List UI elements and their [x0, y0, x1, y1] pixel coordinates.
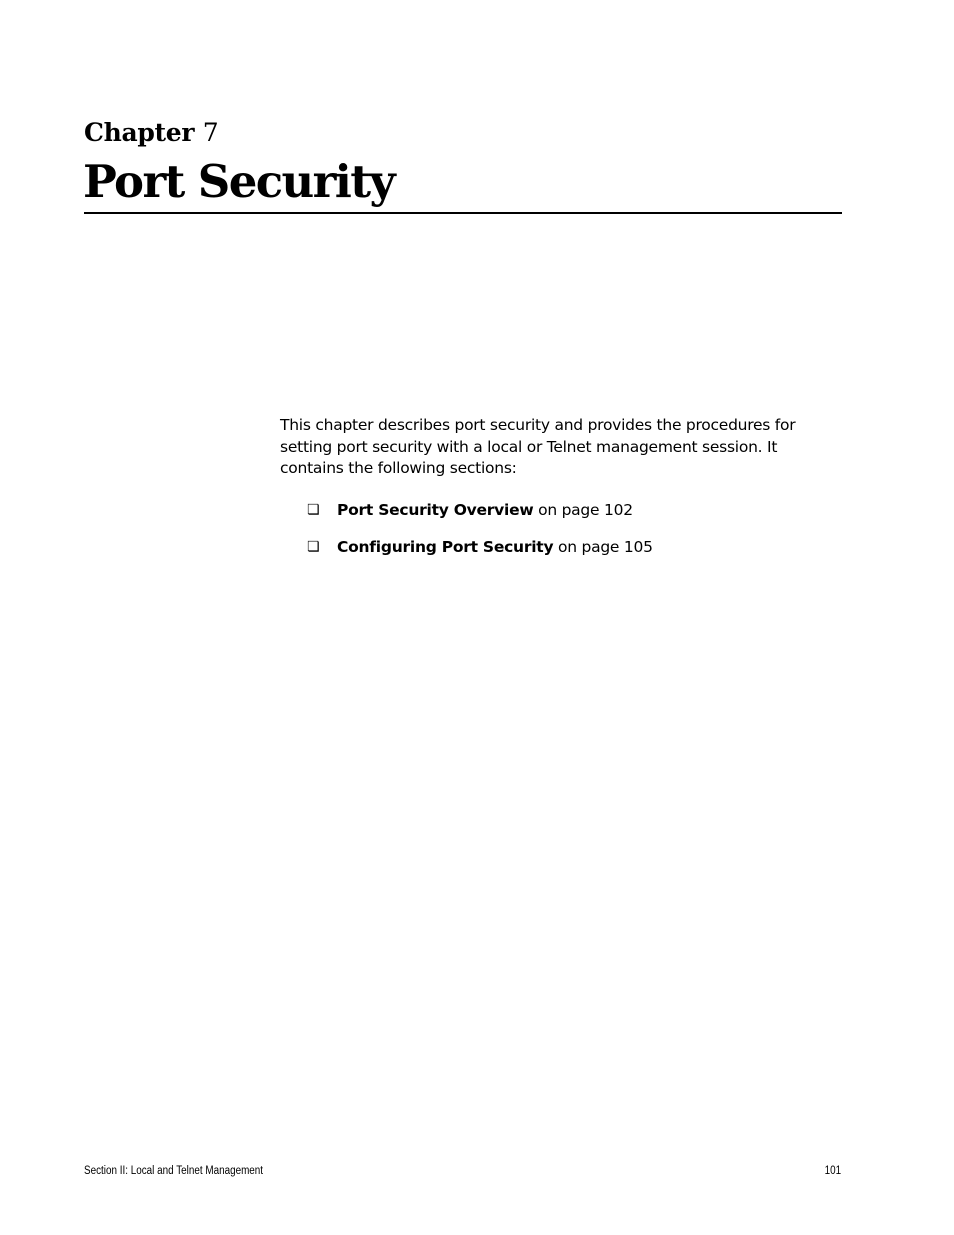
- checkbox-icon: ❏: [307, 539, 320, 555]
- page-number: 101: [824, 1165, 841, 1177]
- footer-section: Section II: Local and Telnet Management: [84, 1165, 264, 1177]
- list-item-text[interactable]: [337, 499, 633, 521]
- title-divider: [84, 212, 842, 214]
- checkbox-icon: ❏: [307, 502, 320, 518]
- page-reference: on page 102: [538, 501, 633, 519]
- section-list: [307, 499, 653, 573]
- section-link[interactable]: Port Security Overview: [337, 501, 534, 519]
- intro-paragraph: This chapter describes port security and provides the procedures for setting port security with a local or Telnet management session. It contains the following sections:: [280, 416, 796, 478]
- page-title: Port Security: [83, 155, 394, 208]
- chapter-number: 7: [202, 118, 219, 147]
- page-reference: on page 105: [558, 538, 653, 556]
- list-item: [307, 499, 653, 536]
- section-link[interactable]: Configuring Port Security: [337, 538, 554, 556]
- list-item: [307, 536, 653, 573]
- list-item-text[interactable]: [337, 536, 653, 558]
- chapter-word: Chapter: [84, 118, 195, 147]
- chapter-label: [84, 117, 218, 149]
